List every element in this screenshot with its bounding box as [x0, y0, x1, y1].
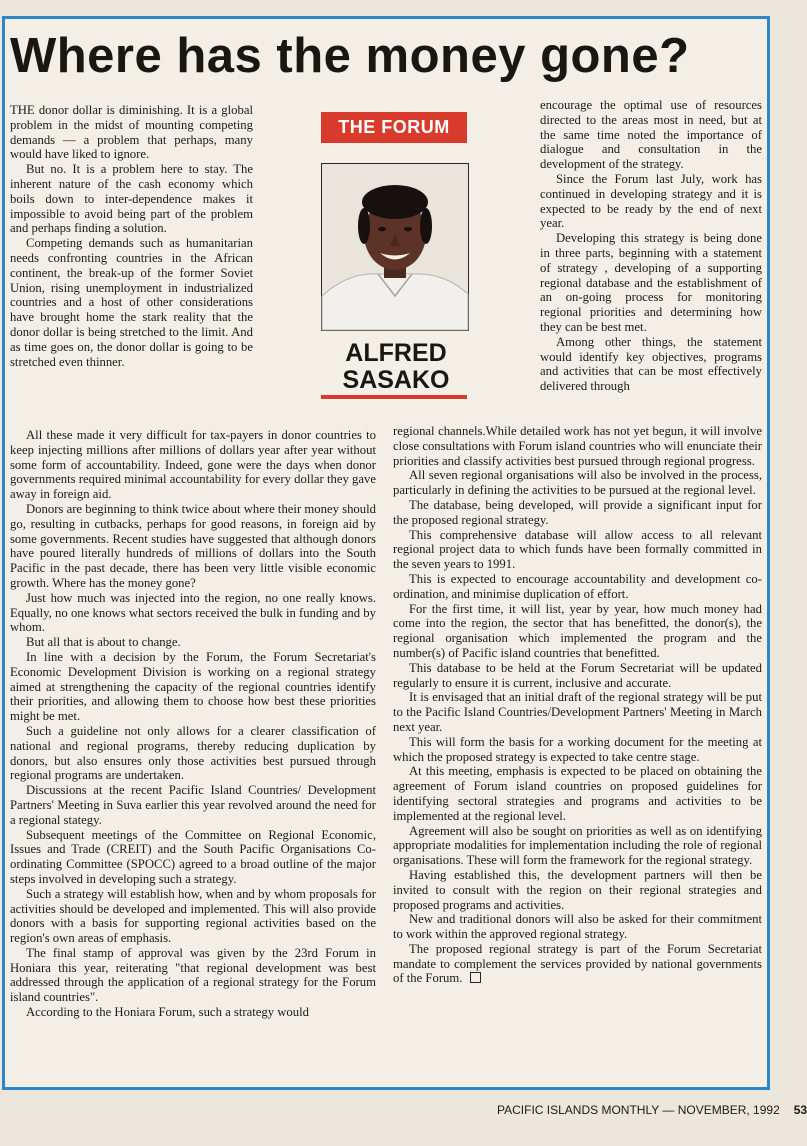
author-name — [326, 340, 466, 394]
paragraph: Such a guideline not only allows for a clearer classification of national and regional programs, thereby reducing duplication by donors, but also ensures only those activities best pursued through regional programs are undertaken. — [10, 723, 376, 783]
paragraph: THE donor dollar is diminishing. It is a global problem in the midst of mounting competing demands — a problem that perhaps, many would have liked to ignore. — [10, 103, 253, 162]
paragraph: But all that is about to change. — [26, 635, 181, 650]
paragraph: The database, being developed, will provide a significant input for the proposed regional strategy. — [393, 497, 762, 527]
paragraph: Donors are beginning to think twice about where their money should go, resulting in cutbacks, perhaps for good reasons, in foreign aid by some governments. Recent studies have suggested that although donors have poured literally hundreds of millions of dollars into the South Pacific in the past decade, there has been very little visible economic growth. Where has the money gone? — [10, 501, 376, 590]
author-photo — [321, 163, 469, 331]
paragraph: encourage the optimal use of resources directed to the areas most in need, but at the same time noted the importance of dialogue and consultation in the development of the strategy. — [540, 98, 762, 172]
paragraph: Developing this strategy is being done in three parts, beginning with a statement of strategy , developing of a supporting regional database and the establishment of an on-going process for monitoring regional priorities and determining how they can be best met. — [540, 231, 762, 334]
paragraph: At this meeting, emphasis is expected to be placed on obtaining the agreement of Forum island countries on proposed guidelines for identifying sectoral strategies and programs and activities to be implemented at the regional level. — [393, 764, 762, 823]
paragraph: Competing demands such as humanitarian needs confronting countries in the African continent, the break-up of the former Soviet Union, rising unemployment in industrialized countries and a host of other considerations have brought home the stark reality that the donor dollar is being stretched to the limit. And as time goes on, the donor dollar is going to be stretched even thinner. — [10, 236, 253, 369]
article-column-left-bottom — [10, 428, 376, 1020]
paragraph: This database to be held at the Forum Secretariat will be updated regularly to ensure it is current, inclusive and accurate. — [393, 660, 762, 690]
headline: Where has the money gone? — [10, 29, 690, 83]
paragraph: Agreement will also be sought on priorities as well as on identifying appropriate modalities for implementation including the role of regional organisations. These will form the framework for the regional strategy. — [393, 823, 762, 868]
paragraph: Just how much was injected into the region, no one really knows. Equally, no one knows what sectors received the bulk in funding and by whom. — [10, 590, 376, 635]
paragraph: All these made it very difficult for tax-payers in donor countries to keep injecting millions after millions of dollars year after year without some form of accountability. Indeed, gone were the days when donor governments required minimal accountability for every dollar they gave away in foreign aid. — [10, 428, 376, 502]
paragraph: But no. It is a problem here to stay. The inherent nature of the cash economy which boils down to inter-dependence makes it impossible to avoid being part of the problem and perhaps finding a solution. — [10, 162, 253, 236]
paragraph: regional channels.While detailed work has not yet begun, it will involve close consultations with Forum island countries who will enunciate their priorities and classify activities best pursued through regional progress. — [393, 424, 762, 468]
author-rule — [321, 395, 467, 399]
author-first-name: ALFRED — [345, 339, 447, 367]
article-column-left-top — [10, 103, 253, 369]
paragraph: This will form the basis for a working document for the meeting at which the proposed strategy is expected to take centre stage. — [393, 734, 762, 764]
paragraph: New and traditional donors will also be asked for their commitment to work within the approved regional strategy. — [393, 912, 762, 942]
paragraph: Subsequent meetings of the Committee on Regional Economic, Issues and Trade (CREIT) and the South Pacific Organisations Co-ordinating Committee (SPOCC) agreed to a broad outline of the major steps involved in developing such a strategy. — [10, 827, 376, 886]
section-banner: THE FORUM — [321, 112, 467, 143]
page-footer — [497, 1102, 807, 1118]
paragraph: All seven regional organisations will also be involved in the process, particularly in defining the activities to be pursued at the regional level. — [393, 468, 762, 498]
paragraph: Such a strategy will establish how, when and by whom proposals for activities should be developed and implemented. This will also provide donors with a basis for supporting regional activities based on the region's own areas of emphasis. — [10, 886, 376, 946]
paragraph: Having established this, the development partners will then be invited to consult with the region on their regional strategies and proposed programs and activities. — [393, 867, 762, 912]
paragraph: Discussions at the recent Pacific Island Countries/ Development Partners' Meeting in Suva earlier this year revolved around the need for a regional stategy. — [10, 783, 376, 827]
footer-publication: PACIFIC ISLANDS MONTHLY — NOVEMBER, 1992 — [497, 1103, 780, 1117]
paragraph: This is expected to encourage accountability and development co-ordination, and minimise duplication of effort. — [393, 571, 762, 601]
page-number: 53 — [793, 1103, 807, 1117]
paragraph: For the first time, it will list, year by year, how much money had come into the region, the sector that has benefitted, the donor(s), the regional organisation which implemented the program and the number(s) of Pacific island countries that benefitted. — [393, 601, 762, 660]
article-column-right-bottom — [393, 424, 762, 986]
paragraph-final-text: The proposed regional strategy is part of the Forum Secretariat mandate to complement the services provided by national governments of the Forum. — [393, 941, 762, 986]
paragraph: This comprehensive database will allow access to all relevant regional project data to which funds have been formally committed in the seven years to 1991. — [393, 527, 762, 572]
end-of-article-icon — [470, 972, 481, 983]
paragraph: In line with a decision by the Forum, the Forum Secretariat's Economic Development Division is working on a regional strategy aimed at strengthening the capacity of the regional countries identify their priorities, and allowing them to choose how best these priorities might be met. — [10, 649, 376, 724]
article-column-right-top — [540, 98, 762, 394]
paragraph: According to the Honiara Forum, such a strategy would — [26, 1005, 309, 1020]
paragraph: Since the Forum last July, work has continued in developing strategy and it is expected to be ready by the end of next year. — [540, 171, 762, 231]
author-last-name: SASAKO — [342, 366, 450, 394]
paragraph: The final stamp of approval was given by the 23rd Forum in Honiara this year, reiterating "that regional development was best addressed through the application of a regional strategy for the Forum island countries". — [10, 945, 376, 1005]
paragraph: Among other things, the statement would identify key objectives, programs and activities that can be most effectively delivered through — [540, 334, 762, 394]
paragraph-final — [393, 942, 762, 986]
paragraph: It is envisaged that an initial draft of the regional strategy will be put to the Pacific Island Countries/Development Partners' Meeting in March next year. — [393, 690, 762, 734]
